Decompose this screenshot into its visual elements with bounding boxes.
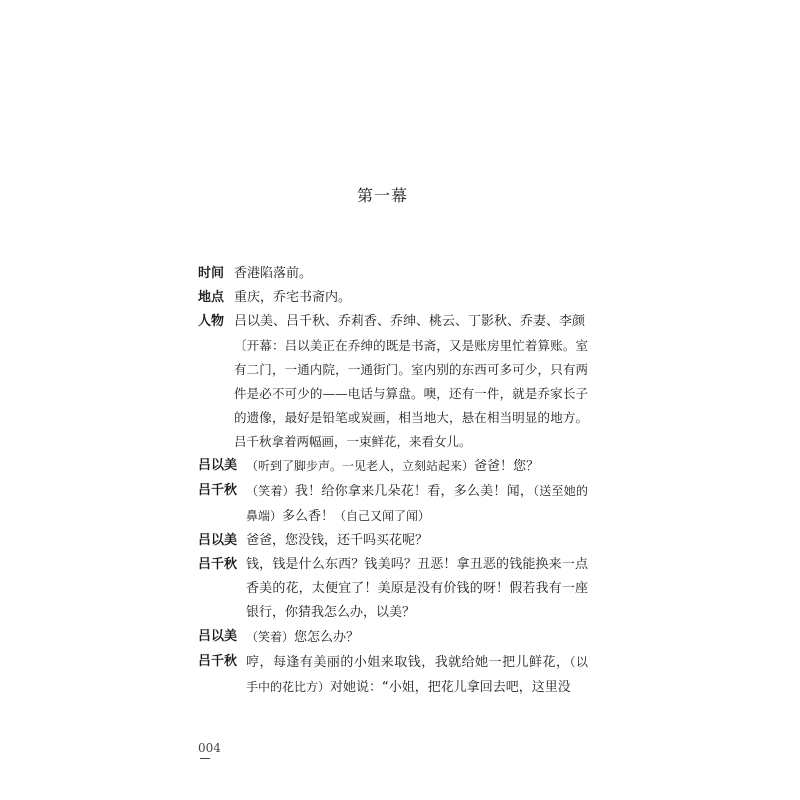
setting-time <box>198 262 588 286</box>
setting-place <box>198 286 588 310</box>
speech: 钱，钱是什么东西？钱美吗？丑恶！拿丑恶的钱能换来一点香美的花，太便宜了！美原是没有价钱的呀！假若我有一座银行，你猜我怎么办，以美？ <box>246 557 588 620</box>
people-label: 人物 <box>198 314 225 329</box>
line-text <box>246 479 588 529</box>
act-title: 第一幕 <box>356 186 408 205</box>
direction: （笑着） <box>246 630 295 644</box>
speaker-name: 吕以美 <box>198 629 238 644</box>
time-text: 香港陷落前。 <box>234 266 313 281</box>
play-text <box>198 262 588 700</box>
speaker-name: 吕以美 <box>198 533 238 548</box>
speech: 对她说：“小姐，把花儿拿回去吧，这里没 <box>330 680 571 695</box>
speaker-name: 吕千秋 <box>198 557 238 572</box>
direction: （自己又闻了闻） <box>334 509 431 523</box>
dialogue-line <box>198 529 588 553</box>
place-text: 重庆，乔宅书斋内。 <box>234 290 352 305</box>
dialogue-line <box>198 625 588 650</box>
dialogue-line <box>198 479 588 529</box>
direction: （以手中的花比方） <box>246 655 588 694</box>
line-text <box>246 454 588 479</box>
speech: 我！给你拿来几朵花！看，多么美！闻， <box>294 484 534 499</box>
line-text <box>246 553 588 625</box>
speaker-name: 吕以美 <box>198 458 238 473</box>
speech: 哼，每逢有美丽的小姐来取钱，我就给她一把儿鲜花， <box>246 655 570 670</box>
place-label: 地点 <box>198 290 225 305</box>
speech: 爸爸！您？ <box>474 459 540 474</box>
speaker-name: 吕千秋 <box>198 483 238 498</box>
dialogue-line <box>198 650 588 700</box>
line-text <box>246 650 588 700</box>
line-text <box>246 625 588 650</box>
setting-people <box>198 310 588 334</box>
line-text <box>246 529 588 553</box>
page-number-rule <box>200 758 210 759</box>
time-label: 时间 <box>198 266 225 281</box>
speech: 您怎么办？ <box>294 630 360 645</box>
stage-direction: 〔开幕：吕以美正在乔绅的既是书斋，又是账房里忙着算账。室有二门，一通内院，一通街门。室内别的东西可多可少，只有两件是必不可少的——电话与算盘。噢，还有一件，就是乔家长子的遗像，最好是铅笔或炭画，相当地大，悬在相当明显的地方。吕千秋拿着两幅画，一束鲜花，来看女儿。 <box>234 338 588 449</box>
dialogue-line <box>198 454 588 479</box>
speaker-name: 吕千秋 <box>198 654 238 669</box>
dialogue-line <box>198 553 588 625</box>
people-text: 吕以美、吕千秋、乔莉香、乔绅、桃云、丁影秋、乔妻、李颜 <box>234 314 586 329</box>
speech: 爸爸，您没钱，还千吗买花呢？ <box>246 533 429 548</box>
direction: （送至她的鼻端） <box>246 484 588 523</box>
direction: （笑着） <box>246 484 295 498</box>
direction: （听到了脚步声。一见老人，立刻站起来） <box>246 459 475 473</box>
speech: 多么香！ <box>282 509 335 524</box>
page-number: 004 <box>198 741 221 755</box>
